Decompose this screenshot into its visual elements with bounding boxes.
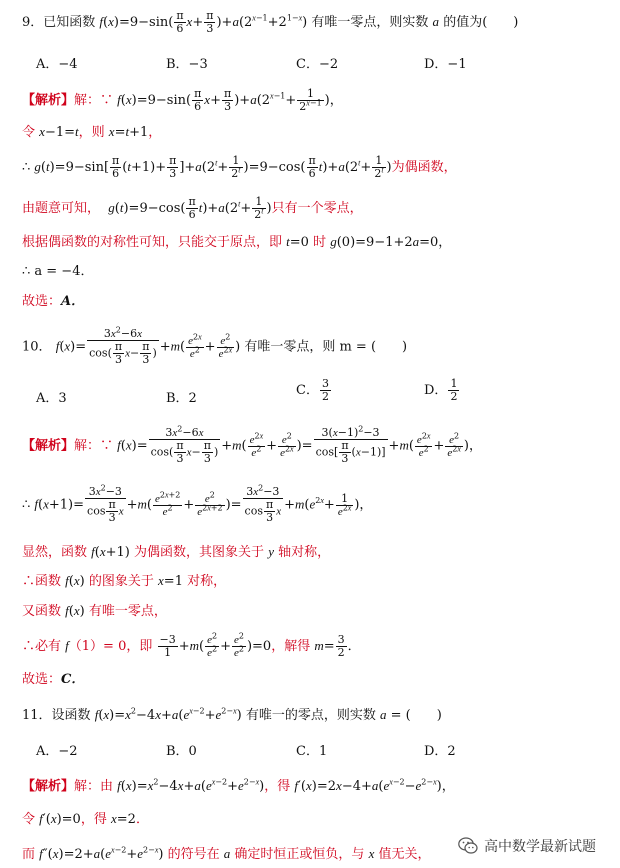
q11-option-b: B．0 — [166, 744, 197, 759]
q11-line-critical: 令 f′(x)=0，得 x=2． — [22, 811, 149, 827]
q11-solution-head: 【解析】解：由 $f(x)=x^2-4x+a(e^{x-2}+e^{2-x})$，得 $f'(x)=2x-4+a(e^{x-2}-e^{2-x})$， — [22, 777, 455, 794]
wechat-icon — [458, 837, 478, 855]
q11-option-d: D．2 — [424, 744, 456, 759]
q11-option-c: C．1 — [296, 744, 328, 759]
q10-line-even: 显然，函数 f(x+1) 为偶函数，其图象关于 y 轴对称， — [22, 544, 331, 560]
q9-line-result: ∴ a = −4． — [22, 264, 94, 279]
q10-line-axis: ∴函数 f(x) 的图象关于 x=1 对称， — [22, 573, 227, 589]
q9-answer: 故选：A． — [22, 294, 85, 309]
solution-tag: 【解析】 — [22, 438, 75, 454]
q10-option-d: D． $\frac{1}{2}$ — [424, 377, 458, 403]
solution-tag: 【解析】 — [22, 779, 75, 794]
q9-line-unique-zero: 由题意可知， g(t)=9−cos( $\frac{\pi}{6}$ $t)+a(2^t+$ $\frac{1}{2^t}$ )只有一个零点， — [22, 195, 363, 221]
solution-tag: 【解析】 — [22, 93, 75, 108]
q10-line-solve: ∴必有 f（1）= 0，即 $\frac{-3}{1}$ +m( $\frac{e^2}{e^2}$ + $\frac{e^2}{e^2}$ )=0，解得 m= $\frac{3}{2}$ ． — [22, 631, 361, 659]
q11-option-a: A．−2 — [36, 744, 78, 759]
q9-option-a: A．−4 — [36, 57, 78, 72]
q10-line-unique: 又函数 f(x) 有唯一零点， — [22, 603, 167, 619]
q11-stem: 11．设函数 $f(x)=x^2-4x+a(e^{x-2}+e^{2-x})$ 有唯一的零点，则实数 a = ( ) — [22, 706, 442, 723]
q10-stem: 10． f(x)= $3x^2-6x$ cos( $\frac{\pi}{3}$ x− $\frac{\pi}{3}$ ) +m( $\frac{e^{2x}}{e^2}$ + $\frac{e^2}{e^{2x}}$ ) 有唯一零点，则 m = ( ) — [22, 325, 408, 366]
q11-line-second-derivative: 而 $f''(x)=2+a(e^{x-2}+e^{2-x})$ 的符号在 a 确定时恒正或恒负，与 x 值无关， — [22, 845, 431, 862]
q9-option-d: D．−1 — [424, 57, 467, 72]
q10-solution-head: 【解析】解：∵ f(x)= $3x^2-6x$ cos( $\frac{\pi}{3}$ x− $\frac{\pi}{3}$ ) +m( $\frac{e^{2x}}{e^2}$ + $\frac{e^2}{e^{2x}}$ )= $3(x-1)^2-3$ cos[ $\frac{\pi}{3}$ (x−1)] +m( $\frac{e^{2x}}{e^2}$ + $\frac{e^2}{e^{2x}}$ )， — [22, 424, 482, 465]
watermark-label: 高中数学最新试题 — [484, 839, 596, 855]
q9-stem: 9．已知函数 f(x)=9−sin( $\frac{\pi}{6}$ x+ $\frac{\pi}{3}$ )$+a(2^{x-1}+2^{1-x})$ 有唯一零点，则实数 a 的值为( ) — [22, 9, 519, 35]
q9-solution-head: 【解析】解：∵ f(x)=9−sin( $\frac{\pi}{6}$ x+ $\frac{\pi}{3}$ )$+a(2^{x-1}+$ $\frac{1}{2^{x-1}}$ )， — [22, 87, 343, 113]
watermark — [458, 836, 596, 856]
q10-option-b: B．2 — [166, 391, 197, 406]
q10-line-shift: ∴ f(x+1)= $3x^2-3$ cos $\frac{\pi}{3}$ x +m( $\frac{e^{2x+2}}{e^2}$ + $\frac{e^2}{e^{2x+2}}$ )= $3x^2-3$ cos $\frac{\pi}{3}$ x $+m(e^{2x}+$ $\frac{1}{e^{2x}}$ )， — [22, 483, 373, 524]
q10-answer: 故选：C． — [22, 672, 85, 687]
q10-option-a: A．3 — [36, 391, 67, 406]
q10-option-c: C． $\frac{3}{2}$ — [296, 377, 329, 403]
q9-line-g: ∴ g(t)=9−sin[ $\frac{\pi}{6}$ (t+1)+ $\frac{\pi}{3}$ ]$+a(2^t+$ $\frac{1}{2^t}$ )=9−cos( $\frac{\pi}{6}$ $t)+a(2^t+$ $\frac{1}{2^t}$ )为偶函数， — [22, 154, 457, 180]
q9-option-c: C．−2 — [296, 57, 339, 72]
q9-option-b: B．−3 — [166, 57, 208, 72]
q9-line-substitute: 令 x−1=t，则 x=t+1， — [22, 124, 162, 140]
q9-line-symmetry: 根据偶函数的对称性可知，只能交于原点，即 t=0 时 g(0)=9−1+2a=0， — [22, 234, 452, 250]
